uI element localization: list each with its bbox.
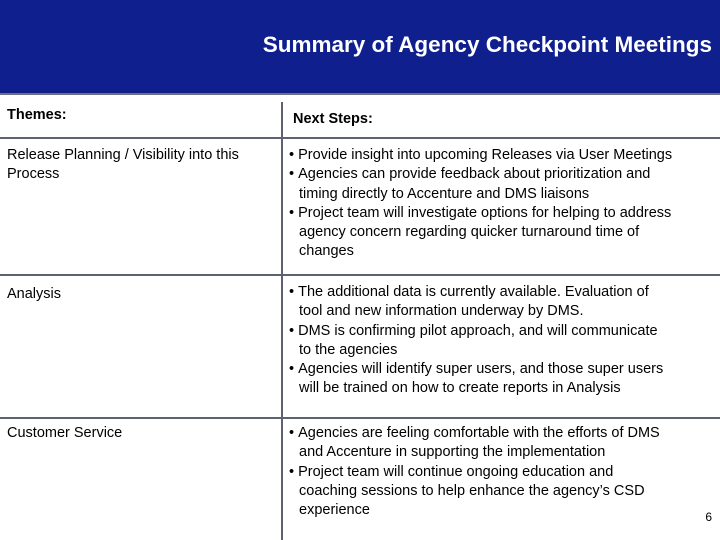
column-divider bbox=[281, 276, 283, 418]
themes-header: Themes: bbox=[7, 107, 67, 123]
column-divider bbox=[281, 419, 283, 540]
row-divider bbox=[0, 417, 720, 419]
list-item: • Project team will continue ongoing education and coaching sessions to help enhance the agency’s CSD experience bbox=[289, 463, 719, 521]
theme-release-planning: Release Planning / Visibility into this Process bbox=[7, 147, 239, 182]
next-steps-list bbox=[289, 424, 719, 520]
list-item: • The additional data is currently available. Evaluation of tool and new information underway by DMS. bbox=[289, 283, 719, 322]
theme-analysis: Analysis bbox=[7, 286, 61, 302]
column-divider bbox=[281, 102, 283, 138]
page-number: 6 bbox=[705, 510, 712, 524]
next-steps-list bbox=[289, 283, 719, 399]
title-banner bbox=[0, 0, 720, 95]
slide-title: Summary of Agency Checkpoint Meetings bbox=[262, 32, 712, 57]
list-item: • Agencies can provide feedback about prioritization and timing directly to Accenture and DMS liaisons bbox=[289, 165, 719, 204]
list-item: • Provide insight into upcoming Releases via User Meetings bbox=[289, 146, 719, 165]
list-item: • Project team will investigate options for helping to address agency concern regarding quicker turnaround time of changes bbox=[289, 204, 719, 262]
list-item: • Agencies are feeling comfortable with the efforts of DMS and Accenture in supporting the implementation bbox=[289, 424, 719, 463]
next-steps-list bbox=[289, 146, 719, 262]
column-divider bbox=[281, 139, 283, 275]
list-item: • DMS is confirming pilot approach, and will communicate to the agencies bbox=[289, 322, 719, 361]
theme-customer-service: Customer Service bbox=[7, 425, 123, 441]
list-item: • Agencies will identify super users, and those super users will be trained on how to create reports in Analysis bbox=[289, 360, 719, 399]
row-divider bbox=[0, 274, 720, 276]
row-divider bbox=[0, 137, 720, 139]
next-steps-header: Next Steps: bbox=[293, 111, 373, 127]
